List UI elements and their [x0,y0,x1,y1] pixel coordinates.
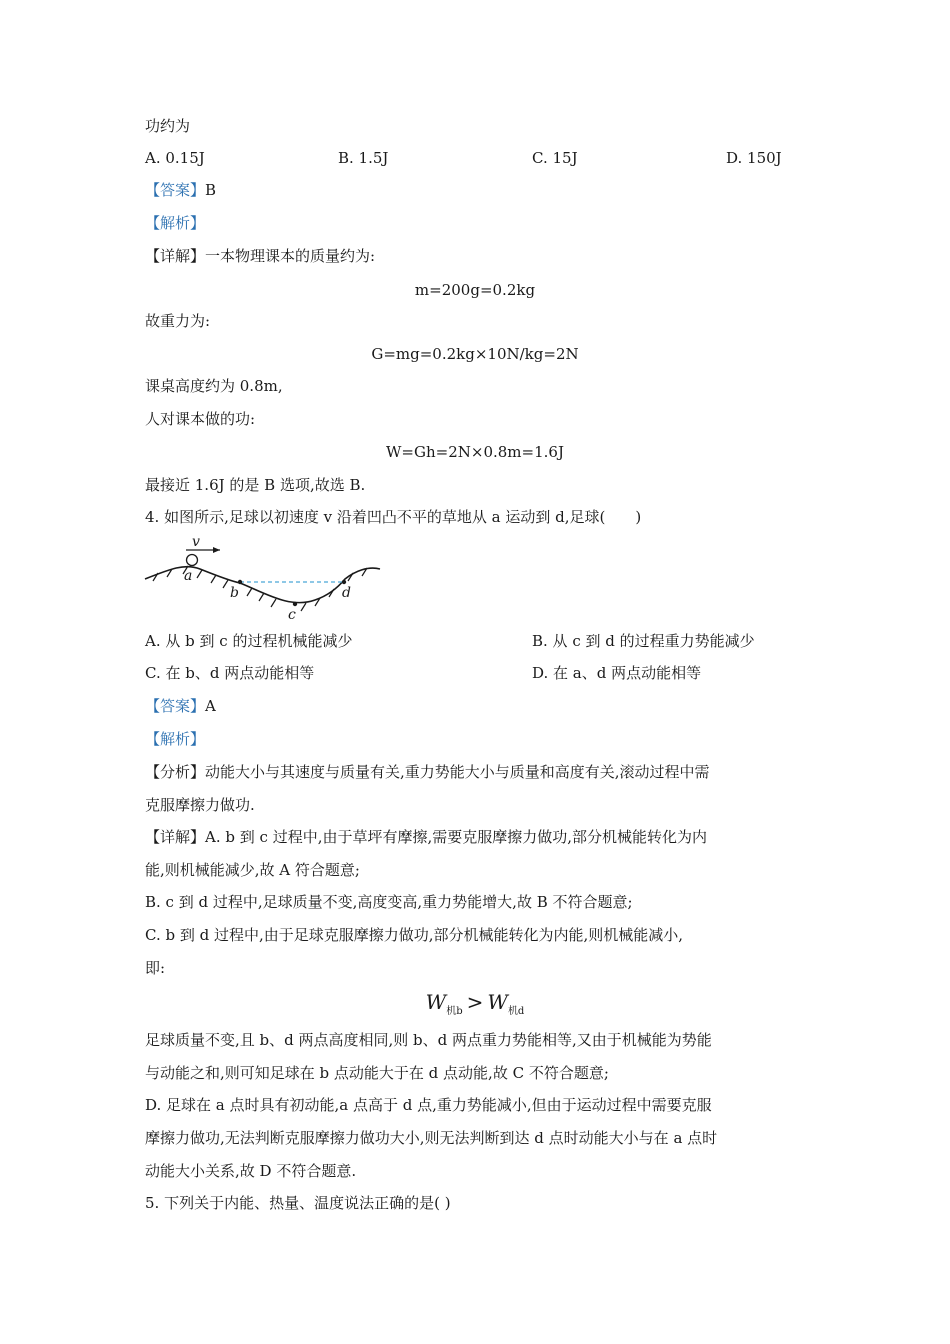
answer-value: A [205,697,216,715]
q4-option-b: B. 从 c 到 d 的过程重力势能减少 [532,632,755,650]
q4-analysis-tag: 【解析】 [145,730,206,748]
formula-left-sub: 机b [446,1006,463,1017]
q3-gravity-line: 故重力为: [145,312,211,330]
q4-fenxi-line1 [145,762,710,782]
point-d [342,580,346,584]
detail-tag: 【详解】 [145,247,206,265]
q4-detail-a1 [145,827,707,847]
q3-equation-mass: m=200g=0.2kg [414,281,536,299]
point-c [293,602,297,606]
label-b: b [230,585,239,601]
football-ball [187,555,198,566]
q4-detail-d3: 动能大小关系,故 D 不符合题意. [145,1162,357,1180]
q4-para1-1: 足球质量不变,且 b、d 两点高度相同,则 b、d 两点重力势能相等,又由于机械能为势能 [145,1031,712,1049]
q3-height-line: 课桌高度约为 0.8m, [145,377,283,395]
detail-tag: 【详解】 [145,828,206,846]
formula-right-sub: 机d [507,1006,525,1017]
q3-analysis-tag: 【解析】 [145,214,206,232]
q3-option-a: A. 0.15J [145,149,205,167]
q4-detail-b: B. c 到 d 过程中,足球质量不变,高度变高,重力势能增大,故 B 不符合题意; [145,893,633,911]
q3-option-c: C. 15J [532,149,578,167]
q3-answer [145,180,216,200]
formula-left: W [425,990,447,1014]
label-d: d [342,585,351,601]
fenxi-tag: 【分析】 [145,763,206,781]
fenxi-text: 动能大小与其速度与质量有关,重力势能大小与质量和高度有关,滚动过程中需 [205,763,710,781]
q4-detail-d2: 摩擦力做功,无法判断克服摩擦力做功大小,则无法判断到达 d 点时动能大小与在 a 点时 [145,1129,718,1147]
detail-text: 一本物理课本的质量约为: [205,247,376,265]
q3-stem-tail: 功约为 [145,117,191,135]
q5-stem: 5. 下列关于内能、热量、温度说法正确的是( ) [145,1194,451,1212]
formula-right: W [487,990,508,1014]
q4-fenxi-line2: 克服摩擦力做功. [145,796,255,814]
velocity-arrowhead [213,547,220,553]
q4-stem: 4. 如图所示,足球以初速度 v 沿着凹凸不平的草地从 a 运动到 d,足球( ) [145,508,642,526]
q3-option-d: D. 150J [726,149,782,167]
q3-equation-gravity: G=mg=0.2kg×10N/kg=2N [371,345,579,363]
q4-option-d: D. 在 a、d 两点动能相等 [532,664,702,682]
q4-detail-c1: C. b 到 d 过程中,由于足球克服摩擦力做功,部分机械能转化为内能,则机械能减小, [145,926,684,944]
answer-tag: 【答案】 [145,181,206,199]
point-b [238,580,242,584]
q4-answer [145,696,216,716]
label-a: a [184,568,193,584]
q3-conclusion: 最接近 1.6J 的是 B 选项,故选 B. [145,476,366,494]
q4-detail-a2: 能,则机械能减少,故 A 符合题意; [145,861,360,879]
q3-option-b: B. 1.5J [338,149,389,167]
q4-detail-d1: D. 足球在 a 点时具有初动能,a 点高于 d 点,重力势能减小,但由于运动过程中需要克服 [145,1096,712,1114]
q3-detail [145,246,375,266]
label-c: c [288,607,296,623]
q4-detail-c2: 即: [145,959,166,977]
q3-work-line: 人对课本做的功: [145,410,256,428]
answer-tag: 【答案】 [145,697,206,715]
q3-equation-work: W=Gh=2N×0.8m=1.6J [386,443,564,461]
label-v: v [192,534,200,550]
q4-figure [140,533,390,623]
formula-op: > [466,990,484,1014]
answer-value: B [205,181,217,199]
q4-option-a: A. 从 b 到 c 的过程机械能减少 [145,632,353,650]
q4-energy-inequality [0,990,950,1017]
q4-option-c: C. 在 b、d 两点动能相等 [145,664,315,682]
q4-para1-2: 与动能之和,则可知足球在 b 点动能大于在 d 点动能,故 C 不符合题意; [145,1064,609,1082]
detail-text: A. b 到 c 过程中,由于草坪有摩擦,需要克服摩擦力做功,部分机械能转化为内 [205,828,707,846]
